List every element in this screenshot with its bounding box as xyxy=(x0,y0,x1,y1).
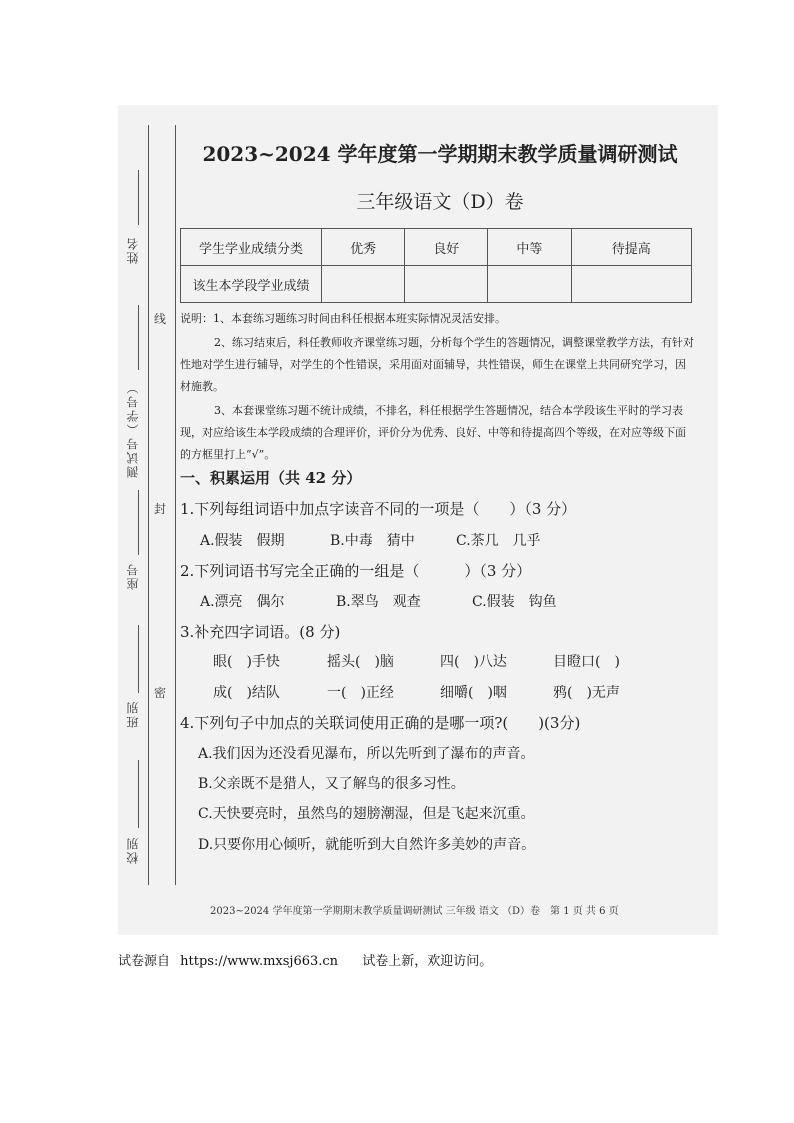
question-4-option-c: C.天快要亮时，虽然鸟的翅膀潮湿，但是飞起来沉重。 xyxy=(198,806,535,822)
page-subtitle: 三年级语文（D）卷 xyxy=(356,191,524,213)
school-blank xyxy=(138,760,139,828)
idiom-blank: 摇头( )脑 xyxy=(327,654,394,670)
source-label: 试卷源自 xyxy=(118,954,171,969)
question-1-option-a: A.假装 假期 xyxy=(200,533,285,549)
header xyxy=(180,130,700,214)
question-1-stem: 1.下列每组词语中加点字读音不同的一项是（ ）（3 分） xyxy=(180,500,577,518)
page-footer: 2023~2024 学年度第一学期期末教学质量调研测试 三年级 语文 （D）卷 第 1 页 共 6 页 xyxy=(210,906,619,917)
section-heading: 一、积累运用（共 42 分） xyxy=(180,469,362,487)
sidebar-label-class: 班别 xyxy=(126,700,140,728)
sidebar-label-school: 校别 xyxy=(126,836,140,864)
grade-table xyxy=(180,228,692,303)
table-row xyxy=(181,229,692,266)
note-1: 说明：1、本套练习题练习时间由科任根据本班实际情况灵活安排。 xyxy=(180,312,506,325)
sidebar-label-test-number: 测试号（学号） xyxy=(126,380,140,478)
question-2-option-a: A.漂亮 偶尔 xyxy=(200,594,285,610)
table-row xyxy=(181,266,692,303)
idiom-blank: 鸦( )无声 xyxy=(553,685,620,701)
seal-char-line: 线 xyxy=(154,312,167,326)
question-4-option-a: A.我们因为还没看见瀑布，所以先听到了瀑布的声音。 xyxy=(198,746,535,762)
seat-blank xyxy=(138,490,139,555)
test-number-blank xyxy=(138,305,139,370)
class-blank xyxy=(138,625,139,693)
seal-char-seal: 封 xyxy=(154,502,167,516)
grade-box-good[interactable] xyxy=(405,266,488,303)
seal-char-secret: 密 xyxy=(154,686,167,700)
grade-box-average[interactable] xyxy=(488,266,571,303)
grade-box-excellent[interactable] xyxy=(322,266,405,303)
instructions xyxy=(180,308,694,466)
table-cell: 该生本学段学业成绩 xyxy=(181,266,322,303)
idiom-blank: 目瞪口( ) xyxy=(553,654,620,670)
idiom-blank: 四( )八达 xyxy=(440,654,507,670)
binding-line-outer xyxy=(148,125,149,885)
idiom-blank: 一( )正经 xyxy=(327,685,394,701)
grade-box-improve[interactable] xyxy=(571,266,691,303)
question-1-option-c: C.茶几 几乎 xyxy=(456,533,541,549)
binding-line-inner xyxy=(175,125,176,885)
table-cell: 优秀 xyxy=(322,229,405,266)
idiom-blank: 眼( )手快 xyxy=(213,654,280,670)
page-title: 2023~2024 学年度第一学期期末教学质量调研测试 xyxy=(202,142,678,166)
sidebar-label-seat: 座号 xyxy=(126,562,140,590)
question-2-option-c: C.假装 钩鱼 xyxy=(472,594,557,610)
question-1-option-b: B.中毒 猜中 xyxy=(330,533,415,549)
idiom-blank: 成( )结队 xyxy=(213,685,280,701)
sidebar-label-name: 姓名 xyxy=(126,236,140,264)
question-3-stem: 3.补充四字词语。(8 分) xyxy=(180,623,341,641)
source-link[interactable]: https://www.mxsj663.cn xyxy=(180,954,339,969)
table-cell: 待提高 xyxy=(571,229,691,266)
table-cell: 学生学业成绩分类 xyxy=(181,229,322,266)
name-blank xyxy=(138,170,139,225)
idiom-blank: 细嚼( )咽 xyxy=(440,685,507,701)
note-2: 2、练习结束后，科任教师收齐课堂练习题，分析每个学生的答题情况，调整课堂教学方法，有针对性地对学生进行辅导，对学生的个性错误，采用面对面辅导，共性错误，师生在课堂上共同研究学习，因材施教。 xyxy=(180,336,694,393)
question-4-option-b: B.父亲既不是猎人，又了解鸟的很多习性。 xyxy=(198,776,465,792)
note-3: 3、本套课堂练习题不统计成绩，不排名，科任根据学生答题情况，结合本学段该生平时的学习表现，对应给该生本学段成绩的合理评价，评价分为优秀、良好、中等和待提高四个等级，在对应等级下面的方框里打上“√”。 xyxy=(180,404,686,461)
question-2-option-b: B.翠鸟 观查 xyxy=(336,594,421,610)
question-2-stem: 2.下列词语书写完全正确的一组是（ ）（3 分） xyxy=(180,562,532,580)
source-line xyxy=(118,950,498,969)
question-4-stem: 4.下列句子中加点的关联词使用正确的是哪一项?( )(3分) xyxy=(180,714,581,732)
source-tagline: 试卷上新，欢迎访问。 xyxy=(362,954,493,969)
table-cell: 良好 xyxy=(405,229,488,266)
table-cell: 中等 xyxy=(488,229,571,266)
question-4-option-d: D.只要你用心倾听，就能听到大自然许多美妙的声音。 xyxy=(198,837,536,853)
